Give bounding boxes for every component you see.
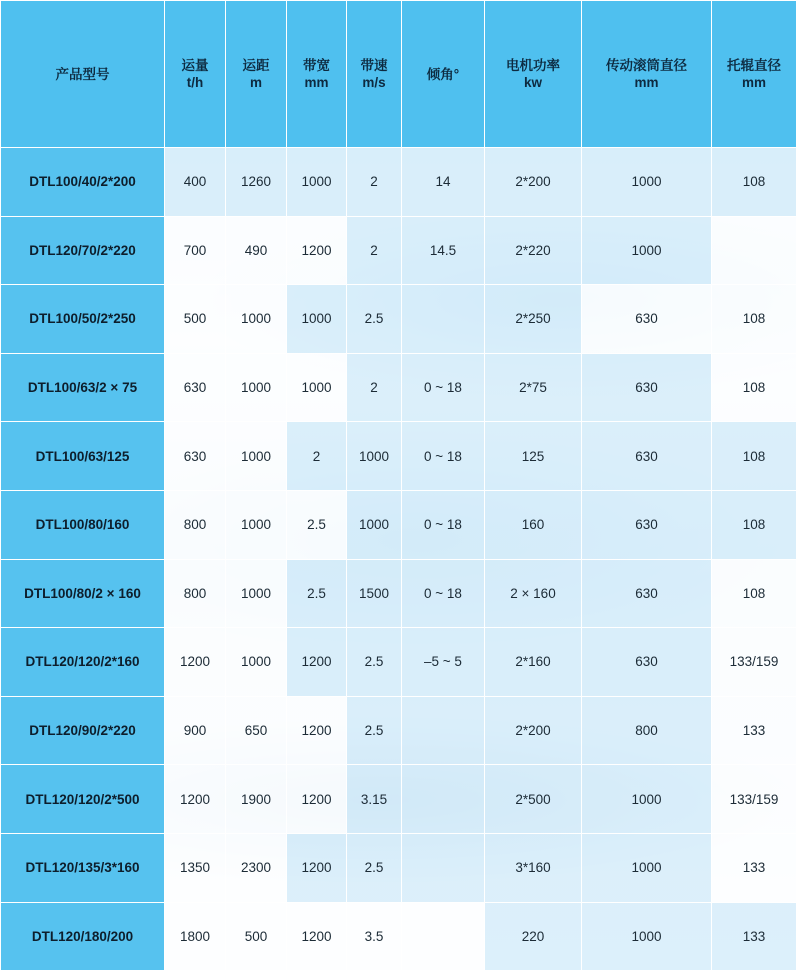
cell-motor-power: 2*200 [485, 696, 582, 765]
cell-belt-width: 2.5 [287, 490, 347, 559]
cell-model: DTL100/80/160 [1, 490, 165, 559]
cell-idler-diameter: 133 [712, 902, 796, 970]
cell-belt-width: 1000 [287, 353, 347, 422]
cell-belt-speed: 1500 [347, 559, 402, 628]
cell-belt-speed: 1000 [347, 490, 402, 559]
cell-drum-diameter: 1000 [582, 216, 712, 285]
cell-model: DTL120/90/2*220 [1, 696, 165, 765]
header-row [1, 1, 796, 148]
cell-belt-speed: 2.5 [347, 833, 402, 902]
table-row [1, 148, 796, 217]
cell-distance: 1000 [226, 353, 287, 422]
cell-belt-width: 2 [287, 422, 347, 491]
cell-drum-diameter: 630 [582, 490, 712, 559]
cell-incline [402, 833, 485, 902]
cell-model: DTL100/63/2 × 75 [1, 353, 165, 422]
header-belt-width: 带宽 mm [287, 1, 347, 148]
cell-incline [402, 696, 485, 765]
table-row [1, 216, 796, 285]
cell-model: DTL120/70/2*220 [1, 216, 165, 285]
cell-capacity: 900 [165, 696, 226, 765]
cell-idler-diameter: 108 [712, 490, 796, 559]
cell-idler-diameter [712, 216, 796, 285]
cell-drum-diameter: 630 [582, 628, 712, 697]
cell-motor-power: 2*500 [485, 765, 582, 834]
cell-incline: 14.5 [402, 216, 485, 285]
cell-incline [402, 285, 485, 354]
cell-drum-diameter: 1000 [582, 902, 712, 970]
header-motor-power: 电机功率 kw [485, 1, 582, 148]
cell-distance: 1000 [226, 559, 287, 628]
cell-capacity: 630 [165, 422, 226, 491]
cell-distance: 1000 [226, 490, 287, 559]
cell-belt-speed: 3.5 [347, 902, 402, 970]
cell-model: DTL120/135/3*160 [1, 833, 165, 902]
cell-idler-diameter: 133/159 [712, 628, 796, 697]
header-idler-diameter: 托辊直径 mm [712, 1, 796, 148]
cell-capacity: 700 [165, 216, 226, 285]
cell-capacity: 1800 [165, 902, 226, 970]
table-body [1, 148, 796, 970]
cell-belt-speed: 2 [347, 148, 402, 217]
table-row [1, 490, 796, 559]
cell-belt-speed: 2.5 [347, 285, 402, 354]
cell-drum-diameter: 1000 [582, 833, 712, 902]
cell-drum-diameter: 1000 [582, 765, 712, 834]
cell-capacity: 800 [165, 559, 226, 628]
cell-belt-speed: 3.15 [347, 765, 402, 834]
cell-motor-power: 2*250 [485, 285, 582, 354]
cell-capacity: 500 [165, 285, 226, 354]
cell-motor-power: 220 [485, 902, 582, 970]
cell-idler-diameter: 108 [712, 353, 796, 422]
cell-belt-width: 1200 [287, 765, 347, 834]
table-row [1, 559, 796, 628]
cell-belt-width: 1200 [287, 216, 347, 285]
cell-incline: –5 ~ 5 [402, 628, 485, 697]
table-row [1, 285, 796, 354]
cell-idler-diameter: 108 [712, 559, 796, 628]
cell-model: DTL120/120/2*500 [1, 765, 165, 834]
cell-incline: 0 ~ 18 [402, 353, 485, 422]
cell-model: DTL120/180/200 [1, 902, 165, 970]
cell-model: DTL100/40/2*200 [1, 148, 165, 217]
cell-capacity: 400 [165, 148, 226, 217]
cell-capacity: 1200 [165, 628, 226, 697]
cell-distance: 650 [226, 696, 287, 765]
cell-distance: 1000 [226, 422, 287, 491]
cell-model: DTL100/63/125 [1, 422, 165, 491]
header-distance: 运距 m [226, 1, 287, 148]
cell-belt-width: 1000 [287, 148, 347, 217]
header-model: 产品型号 [1, 1, 165, 148]
cell-drum-diameter: 630 [582, 559, 712, 628]
cell-belt-width: 1200 [287, 833, 347, 902]
cell-belt-width: 2.5 [287, 559, 347, 628]
cell-motor-power: 2*200 [485, 148, 582, 217]
cell-distance: 500 [226, 902, 287, 970]
cell-incline [402, 765, 485, 834]
cell-belt-width: 1200 [287, 628, 347, 697]
header-capacity: 运量 t/h [165, 1, 226, 148]
cell-model: DTL120/120/2*160 [1, 628, 165, 697]
cell-capacity: 1200 [165, 765, 226, 834]
cell-motor-power: 2 × 160 [485, 559, 582, 628]
cell-distance: 490 [226, 216, 287, 285]
cell-incline: 0 ~ 18 [402, 490, 485, 559]
cell-belt-speed: 1000 [347, 422, 402, 491]
cell-incline [402, 902, 485, 970]
cell-idler-diameter: 133 [712, 833, 796, 902]
cell-motor-power: 2*220 [485, 216, 582, 285]
cell-model: DTL100/80/2 × 160 [1, 559, 165, 628]
table-row [1, 902, 796, 970]
cell-motor-power: 125 [485, 422, 582, 491]
cell-drum-diameter: 1000 [582, 148, 712, 217]
cell-drum-diameter: 630 [582, 353, 712, 422]
cell-belt-speed: 2.5 [347, 696, 402, 765]
cell-distance: 1900 [226, 765, 287, 834]
cell-drum-diameter: 800 [582, 696, 712, 765]
cell-idler-diameter: 108 [712, 148, 796, 217]
cell-capacity: 630 [165, 353, 226, 422]
cell-incline: 0 ~ 18 [402, 422, 485, 491]
cell-belt-speed: 2 [347, 216, 402, 285]
cell-belt-speed: 2 [347, 353, 402, 422]
table-row [1, 833, 796, 902]
table-row [1, 422, 796, 491]
cell-belt-width: 1000 [287, 285, 347, 354]
cell-incline: 0 ~ 18 [402, 559, 485, 628]
cell-capacity: 1350 [165, 833, 226, 902]
cell-motor-power: 2*160 [485, 628, 582, 697]
cell-motor-power: 2*75 [485, 353, 582, 422]
cell-distance: 2300 [226, 833, 287, 902]
cell-incline: 14 [402, 148, 485, 217]
cell-belt-width: 1200 [287, 696, 347, 765]
table-row [1, 765, 796, 834]
cell-distance: 1260 [226, 148, 287, 217]
table-row [1, 353, 796, 422]
header-drum-diameter: 传动滚筒直径 mm [582, 1, 712, 148]
cell-motor-power: 160 [485, 490, 582, 559]
cell-idler-diameter: 108 [712, 285, 796, 354]
cell-drum-diameter: 630 [582, 422, 712, 491]
table-row [1, 696, 796, 765]
cell-idler-diameter: 108 [712, 422, 796, 491]
cell-belt-width: 1200 [287, 902, 347, 970]
cell-motor-power: 3*160 [485, 833, 582, 902]
cell-model: DTL100/50/2*250 [1, 285, 165, 354]
cell-distance: 1000 [226, 285, 287, 354]
cell-capacity: 800 [165, 490, 226, 559]
table-row [1, 628, 796, 697]
cell-idler-diameter: 133 [712, 696, 796, 765]
cell-idler-diameter: 133/159 [712, 765, 796, 834]
header-belt-speed: 带速 m/s [347, 1, 402, 148]
cell-drum-diameter: 630 [582, 285, 712, 354]
header-incline: 倾角° [402, 1, 485, 148]
cell-belt-speed: 2.5 [347, 628, 402, 697]
cell-distance: 1000 [226, 628, 287, 697]
